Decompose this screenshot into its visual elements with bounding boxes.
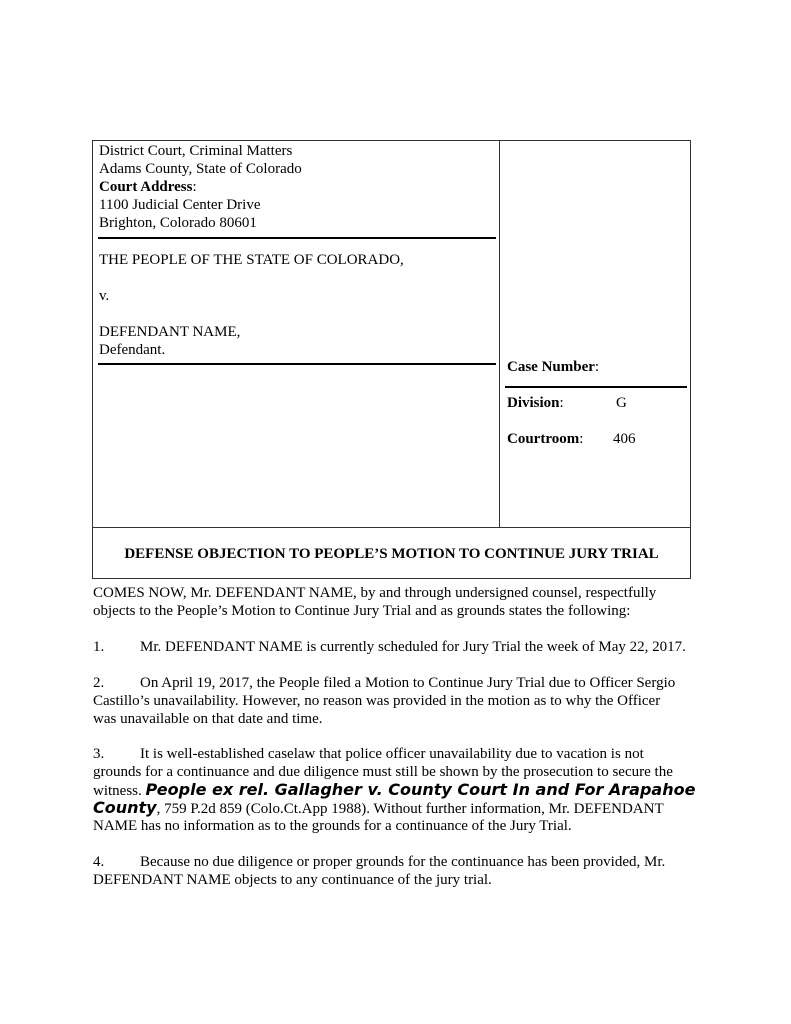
document-title: DEFENSE OBJECTION TO PEOPLE’S MOTION TO CONTINUE JURY TRIAL <box>124 546 659 562</box>
field-colon: : <box>559 395 564 411</box>
case-parties <box>99 251 404 359</box>
case-caption-box <box>92 140 691 579</box>
paragraph-text: On April 19, 2017, the People filed a Motion to Continue Jury Trial due to Officer Sergio <box>140 675 676 691</box>
court-street: 1100 Judicial Center Drive <box>99 197 261 213</box>
versus: v. <box>99 288 110 304</box>
intro-line: COMES NOW, Mr. DEFENDANT NAME, by and through undersigned counsel, respectfully <box>93 585 657 601</box>
paragraph-text: Because no due diligence or proper grounds for the continuance has been provided, Mr. <box>140 854 666 870</box>
courtroom-value: 406 <box>613 431 636 447</box>
field-colon: : <box>579 431 584 447</box>
spacer <box>99 305 404 323</box>
intro-line: objects to the People’s Motion to Continue Jury Trial and as grounds states the following: <box>93 603 631 619</box>
field-colon: : <box>594 359 600 375</box>
case-number-field <box>507 358 599 376</box>
court-info <box>99 142 302 232</box>
case-number-rule <box>505 386 687 388</box>
paragraph-number: 2. <box>93 675 105 691</box>
division-value: G <box>616 395 627 411</box>
paragraph-3 <box>93 745 713 835</box>
paragraph-number: 4. <box>93 854 105 870</box>
case-number-label: Case Number <box>507 359 595 375</box>
courtroom-label: Courtroom <box>507 431 580 447</box>
caption-title-divider <box>93 527 690 528</box>
paragraph-text: Castillo’s unavailability. However, no reason was provided in the motion as to why the Officer <box>93 693 661 709</box>
paragraph-text: witness. <box>93 783 146 799</box>
paragraph-number: 3. <box>93 746 105 762</box>
paragraph-text: grounds for a continuance and due diligence must still be shown by the prosecution to secure the <box>93 764 673 780</box>
court-address-label: Court Address <box>99 179 193 195</box>
court-name: District Court, Criminal Matters <box>99 143 293 159</box>
paragraph-text: NAME has no information as to the grounds for a continuance of the Jury Trial. <box>93 818 572 834</box>
court-address-heading <box>99 178 302 196</box>
division-label: Division <box>507 395 560 411</box>
caption-rule <box>98 363 496 365</box>
paragraph-2 <box>93 674 713 728</box>
caption-vertical-divider <box>499 141 500 527</box>
paragraph-4 <box>93 853 713 889</box>
paragraph-text: , 759 P.2d 859 (Colo.Ct.App 1988). Without further information, Mr. DEFENDANT <box>156 801 664 817</box>
paragraph-number: 1. <box>93 639 105 655</box>
courtroom-field <box>507 430 583 448</box>
paragraph-text: was unavailable on that date and time. <box>93 711 323 727</box>
court-city: Brighton, Colorado 80601 <box>99 215 257 231</box>
division-field <box>507 394 564 412</box>
case-citation: People ex rel. Gallagher v. County Court In and For Arapahoe <box>145 780 696 799</box>
paragraph-1 <box>93 638 713 656</box>
case-citation: County <box>93 798 157 817</box>
defendant-name: DEFENDANT NAME, <box>99 324 241 340</box>
court-address-colon: : <box>192 179 197 195</box>
defendant-role: Defendant. <box>99 342 166 358</box>
court-county: Adams County, State of Colorado <box>99 161 302 177</box>
caption-rule <box>98 237 496 239</box>
paragraph-text: It is well-established caselaw that police officer unavailability due to vacation is not <box>140 746 644 762</box>
paragraph-text: DEFENDANT NAME objects to any continuance of the jury trial. <box>93 872 492 888</box>
plaintiff: THE PEOPLE OF THE STATE OF COLORADO, <box>99 252 404 268</box>
paragraph-text: Mr. DEFENDANT NAME is currently scheduled for Jury Trial the week of May 22, 2017. <box>140 639 686 655</box>
spacer <box>99 269 404 287</box>
intro-paragraph <box>93 584 713 620</box>
